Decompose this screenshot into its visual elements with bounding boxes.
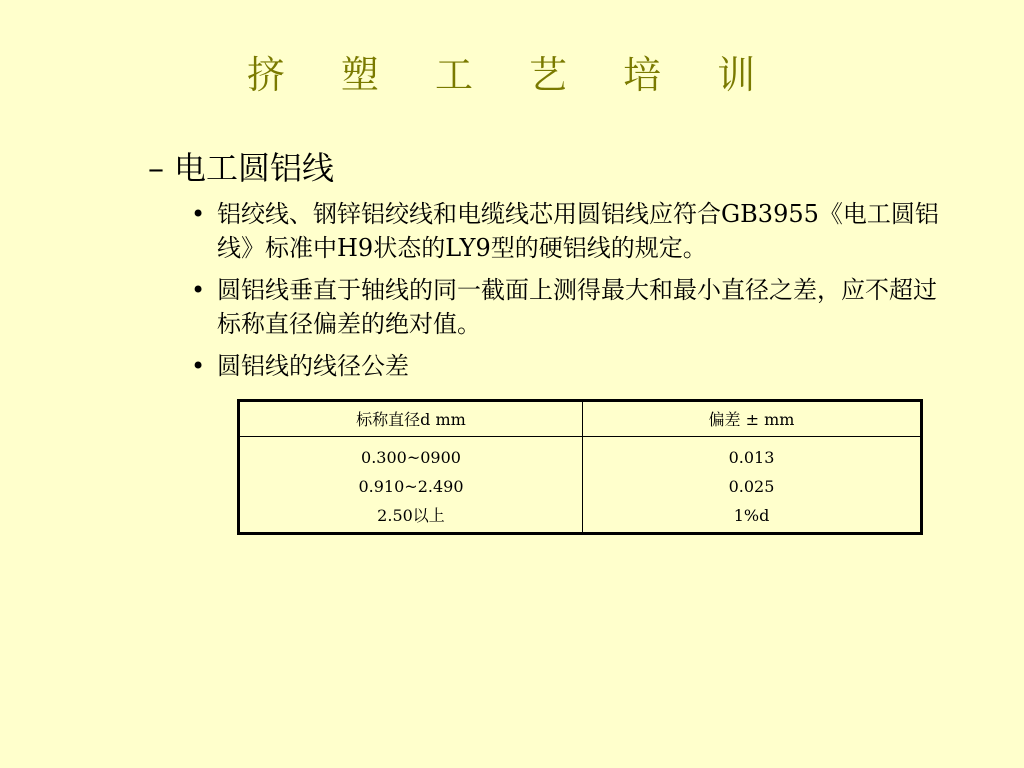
diameter-value: 0.910~2.490: [358, 477, 464, 496]
bullet-marker: •: [191, 352, 206, 380]
diameter-cell: [239, 437, 583, 534]
section-heading-text: 电工圆铝线: [174, 149, 335, 187]
section-heading: [148, 146, 334, 190]
tolerance-cell: [583, 437, 922, 534]
slide-title: 挤 塑 工 艺 培 训: [246, 53, 778, 97]
bullet-text: 圆铝线垂直于轴线的同一截面上测得最大和最小直径之差，应不超过标称直径偏差的绝对值。: [217, 276, 937, 338]
diameter-value: 0.300~0900: [361, 448, 461, 467]
bullet-text: 铝绞线、钢锌铝绞线和电缆线芯用圆铝线应符合GB3955《电工圆铝线》标准中H9状态的LY9型的硬铝线的规定。: [217, 200, 939, 262]
table-row: [239, 437, 922, 534]
tolerance-value: 0.013: [728, 448, 775, 467]
bullet-list: [191, 197, 951, 391]
bullet-marker: •: [191, 276, 206, 304]
bullet-text: 圆铝线的线径公差: [217, 352, 409, 380]
column-header-diameter: 标称直径d mm: [239, 401, 583, 437]
tolerance-value: 0.025: [728, 477, 775, 496]
tolerance-table: [237, 399, 923, 535]
section-dash: –: [148, 149, 164, 187]
diameter-value: 2.50以上: [377, 506, 445, 525]
table-header-row: [239, 401, 922, 437]
bullet-item: [191, 273, 951, 341]
bullet-marker: •: [191, 200, 206, 228]
tolerance-value: 1%d: [733, 506, 770, 525]
bullet-item: [191, 197, 951, 265]
bullet-item: [191, 349, 951, 383]
column-header-tolerance: 偏差 ± mm: [583, 401, 922, 437]
